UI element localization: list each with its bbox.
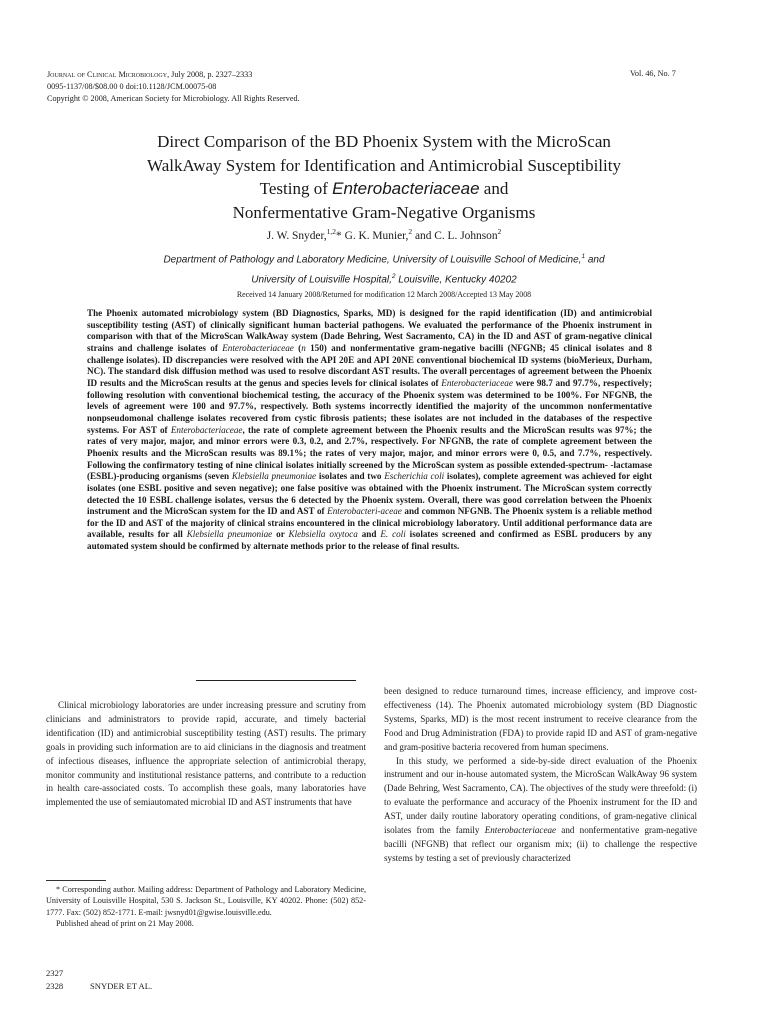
- intro-paragraph-2: [384, 755, 697, 866]
- abstract-text: 150) and nonfermentative gram-negative bacilli (NFGNB; 45 clinical isolates and 8 challenge isolates). ID discrepancies were resolved with the API 20E and API 20NE conventional biochemical ID systems (bioMerieux, Durham, NC). The standard disk diffusion method was used to resolve discordant AST results. The overall percentages of agreement between the Phoenix ID results and the MicroScan results at the genus and species levels for clinical isolates of: [87, 342, 652, 388]
- affiliation-line-2: [60, 269, 708, 289]
- affiliation-2: University of Louisville Hospital,: [251, 274, 392, 286]
- running-head: SNYDER ET AL.: [90, 981, 153, 991]
- abstract-italic: Enterobacteriaceae: [441, 377, 513, 388]
- abstract-italic: Enterobacteriaceae: [170, 424, 243, 435]
- journal-citation: [47, 69, 467, 81]
- affiliation-2-sup: 2: [391, 272, 396, 280]
- abstract-italic: E. coli: [380, 529, 406, 540]
- copyright: Copyright © 2008, American Society for Microbiology. All Rights Reserved.: [47, 94, 300, 104]
- abstract-text: isolates and two: [316, 471, 385, 482]
- author-3: and C. L. Johnson: [412, 229, 498, 242]
- paragraph-text: In this study, we performed a side-by-side direct evaluation of the Phoenix instrument and our in-house automated system, the MicroScan WalkAway 96 system (Dade Behring, West Sacramento, CA). The objectives of the study were threefold: (i) to evaluate the performance and accuracy of the Phoenix instrument for the ID and AST, under daily routine laboratory operating conditions, of gram-negative clinical isolates from the family: [384, 755, 697, 836]
- author-1-sup: 1,2: [326, 227, 337, 236]
- title-line-1: Direct Comparison of the BD Phoenix System with the MicroScan: [157, 132, 611, 151]
- abstract-text: , the rate of complete agreement between the Phoenix results and the MicroScan results was 97%; the rates of very major, major, and minor errors were 0.3, 0.2, and 2.7%, respectively. For NFGNB, the rate of complete agreement between the Phoenix results and the MicroScan results was 89.1%; the rates of very major, major, and minor errors were 0, 0.5, and 7.7%, respectively. Following the confirmatory testing of nine clinical isolates initially screened by the MicroScan system as possible extended-spectrum- -lactamase (ESBL)-producing organisms (seven: [87, 424, 652, 482]
- title-line-3-post: and: [479, 179, 509, 198]
- abstract-text: and: [357, 529, 381, 540]
- abstract: [87, 308, 652, 553]
- abstract-italic: Enterobacteriaceae: [222, 342, 294, 353]
- title-organism: Enterobacteriaceae: [332, 179, 480, 198]
- abstract-italic: Klebsiella oxytoca: [288, 529, 358, 540]
- abstract-text: and common NFGNB. The Phoenix system is a reliable method for the ID and AST of the majority of clinical strains encountered in the clinical microbiology laboratory. Until additional performance data are available, results for all: [87, 506, 652, 540]
- title-line-3-pre: Testing of: [259, 179, 333, 198]
- affiliation-and: and: [585, 254, 605, 266]
- abstract-text: isolates), complete agreement was achieved for eight isolates (one ESBL positive and seven negative); one false positive was obtained with the Phoenix instrument. The MicroScan system correctly detected the 10 ESBL challenge isolates, versus the 6 detected by the Phoenix system. Overall, there was good correlation between the Phoenix instrument and the MicroScan system for the ID and AST of: [87, 471, 652, 517]
- author-3-sup: 2: [497, 227, 502, 236]
- received-dates: Received 14 January 2008/Returned for modification 12 March 2008/Accepted 13 May 2008: [236, 290, 532, 299]
- journal-header: [47, 69, 467, 106]
- title-line-4: Nonfermentative Gram-Negative Organisms: [232, 202, 536, 222]
- affiliation-line-1: [60, 249, 708, 269]
- article-title: [40, 130, 728, 224]
- author-2-sup: 2: [408, 227, 413, 236]
- abstract-italic: n: [301, 342, 306, 353]
- issn-doi: 0095-1137/08/$08.00 0 doi:10.1128/JCM.00075-08: [47, 82, 217, 92]
- author-1: J. W. Snyder,: [266, 229, 327, 242]
- footnote-divider: [46, 880, 106, 881]
- abstract-text: or: [272, 529, 289, 540]
- affiliation-1-sup: 1: [581, 253, 586, 260]
- journal-name: Journal of Clinical Microbiology: [47, 70, 168, 79]
- abstract-italic: Klebsiella pneumoniae: [231, 471, 317, 482]
- published-online-note: Published ahead of print on 21 May 2008.: [56, 919, 194, 929]
- abstract-text: (: [293, 342, 302, 353]
- intro-paragraph-1: Clinical microbiology laboratories are under increasing pressure and scrutiny from clinicians and administrators to provide rapid, accurate, and timely bacterial identification (ID) and antimicrobial susceptibility testing (AST) results. The primary goals in providing such information are to aid clinicians in the diagnosis and treatment of infectious diseases, influence the appropriate selection of antimicrobial therapy, monitor community and institutional resistance patterns, and contribute to a reduction in health care-associated costs. To accomplish these goals, many laboratories have implemented the use of semiautomated microbial ID and AST instruments that have: [46, 700, 366, 808]
- title-line-2: WalkAway System for Identification and Antimicrobial Susceptibility: [147, 155, 621, 175]
- body-column-left: [46, 699, 366, 810]
- author-list: [40, 227, 728, 242]
- abstract-italic: Escherichia coli: [384, 471, 445, 482]
- section-divider: [196, 680, 356, 681]
- paragraph-italic: Enterobacteriaceae: [484, 825, 557, 836]
- abstract-text: were 98.7 and 97.7%, respectively; following resolution with conventional biochemical testing, the accuracy of the Phoenix system was determined to be 100%. For NFGNB, the levels of agreement were 100 and 97.7%, respectively. Both systems incorrectly identified the majority of the uncommon nonfermentative nonpseudomonal challenge isolates recovered from cystic fibrosis patients; these isolates are not included in the databases of the respective systems. For AST of: [87, 377, 652, 435]
- abstract-italic: Klebsiella pneumoniae: [186, 529, 273, 540]
- next-page-number: 2328: [46, 981, 64, 991]
- body-column-right: [384, 685, 697, 866]
- title-line-3: [40, 177, 728, 201]
- volume-info: Vol. 46, No. 7: [630, 69, 676, 78]
- affiliation-location: Louisville, Kentucky 40202: [395, 274, 517, 286]
- affiliations: [60, 249, 708, 289]
- page-number: 2327: [46, 968, 64, 978]
- issue-pages: , July 2008, p. 2327–2333: [167, 70, 253, 79]
- abstract-text: isolates screened and confirmed as ESBL producers by any automated system should be confirmed by alternate methods prior to the release of final results.: [87, 529, 652, 552]
- author-2: * G. K. Munier,: [336, 229, 409, 242]
- corresponding-author-note: * Corresponding author. Mailing address: Department of Pathology and Laboratory Medicine, University of Louisville Hospital, 530 S. Jackson St., Louisville, KY 40202. Phone: (502) 852-1777. Fax: (502) 852-1771. E-mail: jwsnyd01@gwise.louisville.edu.: [46, 885, 366, 917]
- paragraph-text: and nonfermentative gram-negative bacilli (NFGNB) that reflect our organism mix; (ii) to challenge the respective systems by testing a set of previously characterized: [384, 825, 697, 863]
- intro-paragraph-continued: been designed to reduce turnaround times, increase efficiency, and improve cost-effectiveness (14). The Phoenix automated microbiology system (BD Diagnostic Systems, Sparks, MD) is the most recent instrument to receive clearance from the Food and Drug Administration (FDA) to provide rapid ID and AST of gram-negative and gram-positive bacteria recovered from human specimens.: [384, 686, 697, 752]
- footnotes: [46, 884, 366, 930]
- affiliation-1: Department of Pathology and Laboratory Medicine, University of Louisville School of Medicine,: [163, 254, 582, 266]
- abstract-italic: Enterobacteri-aceae: [327, 506, 402, 517]
- abstract-text: The Phoenix automated microbiology system (BD Diagnostics, Sparks, MD) is designed for the rapid identification (ID) and antimicrobial susceptibility testing (AST) of clinically significant human bacterial pathogens. We evaluated the performance of the Phoenix instrument in comparison with that of the MicroScan WalkAway system (Dade Behring, West Sacramento, CA) in the ID and AST of gram-negative clinical strains and challenge isolates of: [87, 308, 652, 353]
